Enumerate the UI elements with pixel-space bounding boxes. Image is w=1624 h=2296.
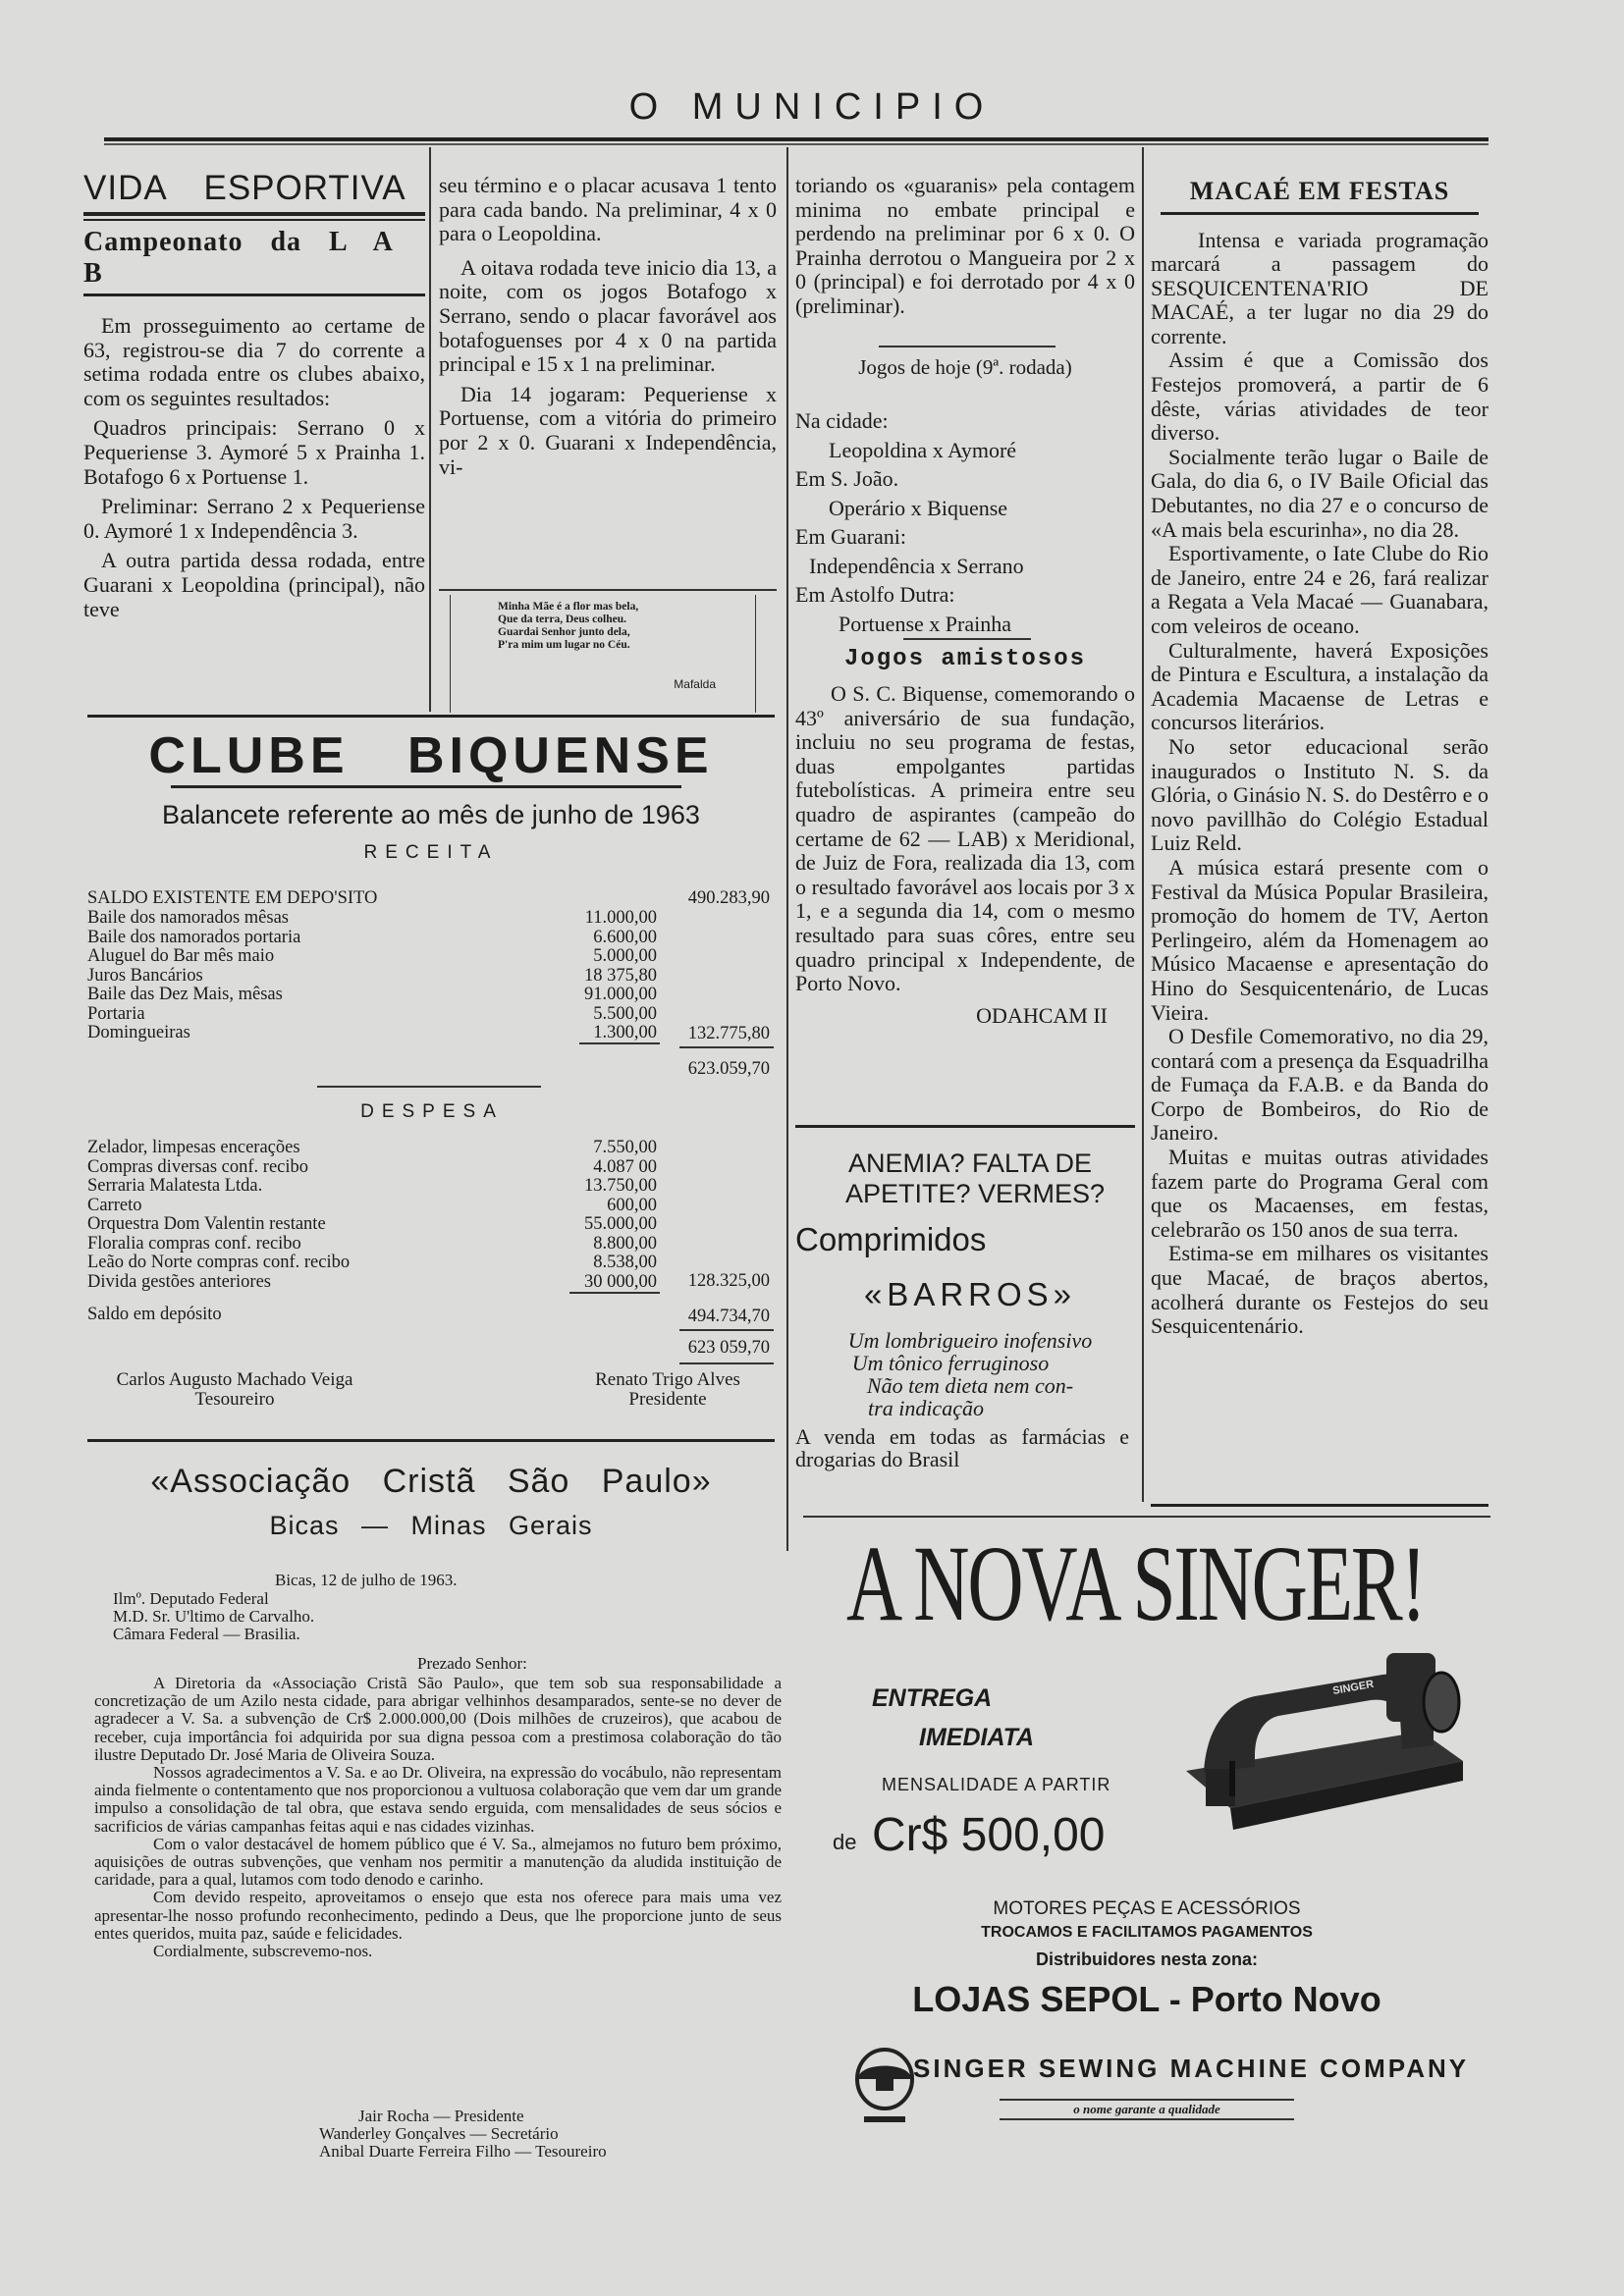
table-cell: 11.000,00 xyxy=(584,908,657,928)
paragraph: Muitas e muitas outras atividades fazem parte do Programa Geral com que os Macaenses, em festas, celebrarão os 150 anos de sua terra. xyxy=(1151,1145,1489,1242)
paragraph: A Diretoria da «Associação Cristã São Paulo», que tem sob sua responsabilidade a concretização de um Azilo nesta cidade, para abrigar velhinhos desamparados, sente-se no dever de agradecer a V. Sa. a subvenção de Cr$ 2.000.000,00 (Dois milhões de cruzeiros), que acabou de receber, cuja importância foi adquirida por sua digna pessoa com a prestimosa colaboração do tão ilustre Deputado Dr. José Maria de Oliveira Souza. xyxy=(94,1674,782,1764)
jogos-list xyxy=(795,406,1135,638)
ad-line: tra indicação xyxy=(868,1396,984,1420)
paragraph: seu término e o placar acusava 1 tento para cada bando. Na preliminar, 4 x 0 para o Leopoldina. xyxy=(439,173,777,246)
masthead: O MUNICIPIO xyxy=(628,86,996,128)
section-title: MACAÉ EM FESTAS xyxy=(1189,177,1450,205)
paragraph: Cordialmente, subscrevemo-nos. xyxy=(153,1942,373,1961)
ad-company: SINGER SEWING MACHINE COMPANY xyxy=(913,2054,1470,2083)
receita-table xyxy=(87,889,775,909)
column-divider xyxy=(786,147,788,1551)
table-cell: 5.500,00 xyxy=(593,1003,657,1024)
table-cell: 6.600,00 xyxy=(593,927,657,947)
table-cell: Baile dos namorados portaria xyxy=(87,927,301,947)
table-cell: Floralia compras conf. recibo xyxy=(87,1233,301,1254)
paragraph: Culturalmente, haverá Exposições de Pintura e Escultura, a instalação da Academia Macaense de Letras e concursos literários. xyxy=(1151,637,1489,735)
table-cell: 8.538,00 xyxy=(593,1253,657,1272)
section-subtitle: Campeonato da L A B xyxy=(83,227,393,289)
sports-continued xyxy=(439,174,777,479)
table-cell: Serraria Malatesta Ltda. xyxy=(87,1176,263,1196)
ad-line: IMEDIATA xyxy=(919,1724,1035,1751)
ad-product: Comprimidos xyxy=(795,1221,987,1257)
ad-line: Não tem dieta nem con- xyxy=(866,1373,1074,1398)
section-title: «Associação Cristã São Paulo» xyxy=(150,1463,712,1500)
ad-title: A NOVA SINGER! xyxy=(846,1523,1425,1643)
paragraph: O S. C. Biquense, comemorando o 43º aniversário de sua fundação, incluiu no seu programa de festas, duas empolgantes partidas futebolísticas. A primeira entre seu quadro de aspirantes (campeão do certame de 62 — LAB) x Meridional, de Juiz de Fora, realizada dia 13, com o resultado favorável aos locais por 3 x 1, e a segunda dia 14, com o mesmo resultado para suas côres, entre seu quadro principal x Independente, de Porto Novo. xyxy=(795,681,1135,996)
table-cell: 30 000,00 xyxy=(584,1271,657,1292)
paragraph: Preliminar: Serrano 2 x Pequeriense 0. Aymoré 1 x Independência 3. xyxy=(83,494,425,543)
address-line: M.D. Sr. U'ltimo de Carvalho. xyxy=(113,1607,315,1627)
address-line: Câmara Federal — Brasilia. xyxy=(113,1625,300,1644)
table-cell: 18 375,80 xyxy=(584,965,657,986)
ad-line: Um tônico ferruginoso xyxy=(851,1351,1050,1375)
poem-line: Que da terra, Deus colheu. xyxy=(498,614,626,625)
paragraph: Com devido respeito, aproveitamos o ensejo que esta nos oferece para mais uma vez apresentar-lhe nosso profundo reconhecimento, pedindo a Deus, que lhe proporcione junto de seus entes queridos, muita paz, saúde e felicidades. xyxy=(94,1888,782,1943)
saldo-label: Saldo em depósito xyxy=(87,1305,222,1324)
paragraph: Estima-se em milhares os visitantes que Macaé, de braços abertos, acolherá durante os Festejos do seu Sesquicentenário. xyxy=(1151,1241,1489,1339)
jogos-hoje-title: Jogos de hoje (9ª. rodada) xyxy=(858,355,1072,379)
paragraph: Intensa e variada programação marcará a passagem do SESQUICENTENA'RIO DE MACAÉ, a ter lugar no dia 29 do corrente. xyxy=(1151,227,1489,348)
ad-footer: A venda em todas as farmácias e drogarias do Brasil xyxy=(795,1424,1129,1471)
despesa-list xyxy=(87,1139,657,1292)
poem-line: Minha Mãe é a flor mas bela, xyxy=(498,601,639,613)
macae-em-festas xyxy=(1151,177,1489,1339)
singer-ad xyxy=(803,1516,1490,2146)
clube-biquense xyxy=(87,726,775,864)
paragraph: toriando os «guaranis» pela contagem minima no embate principal e perdendo na preliminar por 6 x 0. O Prainha derrotou o Mangueira por 2 x 0 (principal) e foi derrotado por 4 x 0 (preliminar). xyxy=(795,173,1135,318)
ad-headline: APETITE? VERMES? xyxy=(844,1179,1106,1208)
poem-line: Guardai Senhor junto dela, xyxy=(498,626,630,638)
signer: Jair Rocha — Presidente xyxy=(358,2107,524,2125)
associacao-letter xyxy=(87,1463,775,1541)
ad-line: ENTREGA xyxy=(872,1684,993,1712)
receita-list xyxy=(87,909,657,1043)
table-cell: 91.000,00 xyxy=(584,985,657,1004)
letter-date: Bicas, 12 de julho de 1963. xyxy=(275,1571,458,1589)
table-cell: 4.087 00 xyxy=(593,1156,657,1177)
poem-author: Mafalda xyxy=(674,677,716,691)
receita-total: 623.059,70 xyxy=(687,1059,770,1079)
signature xyxy=(569,1370,766,1410)
table-cell: 5.000,00 xyxy=(593,946,657,966)
address-line: Ilmº. Deputado Federal xyxy=(113,1589,269,1608)
ad-brand: «BARROS» xyxy=(863,1276,1077,1312)
letter-address xyxy=(113,1590,314,1644)
table-cell: Domingueiras xyxy=(87,1023,190,1042)
singer-logo xyxy=(852,2048,917,2146)
ad-dealer: LOJAS SEPOL - Porto Novo xyxy=(912,1979,1381,2019)
table-cell: 7.550,00 xyxy=(593,1138,657,1157)
list-item: Operário x Biquense xyxy=(829,495,1008,520)
saldo-value: 494.734,70 xyxy=(687,1307,770,1326)
signer-name: Renato Trigo Alves xyxy=(595,1369,740,1390)
ad-slogan: o nome garante a qualidade xyxy=(1000,2099,1294,2120)
list-item: Portuense x Prainha xyxy=(839,611,1011,636)
masthead-rule xyxy=(104,137,1489,141)
table-cell: 490.283,90 xyxy=(687,888,770,908)
signer: Anibal Duarte Ferreira Filho — Tesoureiro xyxy=(319,2142,607,2162)
paragraph: Quadros principais: Serrano 0 x Pequeriense 3. Aymoré 5 x Prainha 1. Botafogo 6 x Portuense 1. xyxy=(83,415,425,489)
column-divider xyxy=(429,147,431,712)
list-item: Em Guarani: xyxy=(795,524,907,549)
table-cell: Leão do Norte compras conf. recibo xyxy=(87,1253,351,1272)
list-item: Em Astolfo Dutra: xyxy=(795,582,955,607)
ad-headline: ANEMIA? FALTA DE xyxy=(847,1148,1093,1178)
table-cell: Compras diversas conf. recibo xyxy=(87,1156,309,1177)
paragraph: No setor educacional serão inaugurados o Instituto N. S. da Glória, o Ginásio N. S. do Destêrro e o novo pavillhão do Colégio Estadual Luiz Reld. xyxy=(1151,733,1489,856)
ad-line: TROCAMOS E FACILITAMOS PAGAMENTOS xyxy=(981,1924,1313,1941)
despesa-subtotal: 128.325,00 xyxy=(687,1271,770,1291)
section-title: VIDA ESPORTIVA xyxy=(83,169,406,207)
paragraph: A outra partida dessa rodada, entre Guarani x Leopoldina (principal), não teve xyxy=(83,548,425,621)
letter-salutation: Prezado Senhor: xyxy=(417,1654,527,1673)
ad-line: Um lombrigueiro inofensivo xyxy=(847,1328,1093,1353)
letter-signers xyxy=(319,2108,607,2162)
table-cell: 13.750,00 xyxy=(584,1176,657,1196)
letter-body xyxy=(94,1675,782,1960)
paragraph: O Desfile Comemorativo, no dia 29, contará com a presença da Esquadrilha de Fumaça da F.A.B. e da Banda do Corpo de Bombeiros, do Rio de Janeiro. xyxy=(1151,1024,1489,1146)
list-item: Em S. João. xyxy=(795,466,899,491)
paragraph: Em prosseguimento ao certame de 63, registrou-se dia 7 do corrente a setima rodada entre os clubes abaixo, com os seguintes resultados: xyxy=(83,313,425,410)
ad-line: Distribuidores nesta zona: xyxy=(1035,1949,1259,1969)
table-cell: 8.800,00 xyxy=(593,1233,657,1254)
barros-ad xyxy=(795,1148,1145,1470)
list-item: Independência x Serrano xyxy=(809,553,1024,578)
ad-line: MOTORES PEÇAS E ACESSÓRIOS xyxy=(993,1898,1301,1919)
table-cell: Juros Bancários xyxy=(87,965,203,986)
receita-subtotal: 132.775,80 xyxy=(687,1024,770,1043)
signer: Wanderley Gonçalves — Secretário xyxy=(319,2124,559,2144)
balancete-title: Balancete referente ao mês de junho de 1963 xyxy=(162,800,700,829)
receita-heading: RECEITA xyxy=(363,842,499,863)
section-title: CLUBE BIQUENSE xyxy=(148,727,714,784)
table-cell: Orquestra Dom Valentin restante xyxy=(87,1214,326,1234)
paragraph: Esportivamente, o Iate Clube do Rio de Janeiro, entre 24 e 26, fará realizar a Regata a Vela Macaé — Guanabara, com veleiros de oceano. xyxy=(1151,541,1489,638)
paragraph: Dia 14 jogaram: Pequeriense x Portuense, com a vitória do primeiro por 2 x 0. Guarani x Independência, vi- xyxy=(439,381,777,479)
sports-column-3 xyxy=(795,174,1135,319)
ad-line: MENSALIDADE A PARTIR xyxy=(882,1775,1111,1794)
paragraph: Assim é que a Comissão dos Festejos promoverá, a partir de 6 dêste, várias atividades de teor diverso. xyxy=(1151,347,1489,446)
table-cell: Baile dos namorados mêsas xyxy=(87,908,289,928)
signer-name: Carlos Augusto Machado Veiga xyxy=(116,1369,353,1390)
ad-price: Cr$ 500,00 xyxy=(872,1809,1106,1861)
poem-box xyxy=(450,595,756,713)
masthead-rule-thin xyxy=(104,143,1489,145)
amistosos-text xyxy=(795,682,1135,1028)
vida-esportiva xyxy=(83,169,425,621)
table-cell: Portaria xyxy=(87,1003,145,1024)
machine-label: SINGER xyxy=(1331,1678,1376,1697)
table-cell: Divida gestões anteriores xyxy=(87,1271,271,1292)
paragraph: A música estará presente com o Festival da Música Popular Brasileira, promoção do homem de TV, Aerton Perlingeiro, além da Homenagem ao Músico Macaense e apresentação do Hino do Sesquicentenário, de Lucas Vieira. xyxy=(1151,854,1489,1025)
signature xyxy=(87,1370,382,1410)
signer-role: Tesoureiro xyxy=(194,1389,275,1410)
table-cell: 1.300,00 xyxy=(593,1023,657,1042)
section-subtitle: Bicas — Minas Gerais xyxy=(269,1511,593,1540)
author: ODAHCAM II xyxy=(976,1002,1108,1028)
list-item: Leopoldina x Aymoré xyxy=(829,437,1017,462)
paragraph: A oitava rodada teve inicio dia 13, a noite, com os jogos Botafogo x Serrano, sendo o placar favorável aos botafoguenses por 4 x 0 na partida principal e 15 x 1 na preliminar. xyxy=(439,254,777,377)
list-item: Na cidade: xyxy=(795,408,889,433)
table-cell: Aluguel do Bar mês maio xyxy=(87,946,275,966)
table-cell: Carreto xyxy=(87,1195,142,1215)
sewing-machine-icon xyxy=(1176,1624,1471,1842)
table-cell: Baile das Dez Mais, mêsas xyxy=(87,985,283,1004)
ad-line: de xyxy=(833,1830,857,1854)
poem-line: P'ra mim um lugar no Céu. xyxy=(498,639,630,651)
paragraph: Socialmente terão lugar o Baile de Gala, do dia 6, o IV Baile Oficial das Debutantes, no dia 27 e o concurso de «A mais bela escurinha», no dia 28. xyxy=(1151,444,1489,542)
amistosos-title: Jogos amistosos xyxy=(843,646,1087,672)
despesa-heading: DESPESA xyxy=(360,1101,504,1122)
table-cell: 55.000,00 xyxy=(584,1214,657,1234)
paragraph: Com o valor destacável de homem público que é V. Sa., almejamos no futuro bem próximo, aquisições de outras subvenções, que venham nos permitir a manutenção da aludida instituição de caridade, para a qual, lutamos com todo denodo e carinho. xyxy=(94,1834,782,1890)
despesa-total: 623 059,70 xyxy=(687,1338,770,1358)
paragraph: Nossos agradecimentos a V. Sa. e ao Dr. Oliveira, na expressão do vocábulo, não representam ainda fielmente o contentamento que nos proporcionou a vultuosa colaboração que vem dar um grande impulso a consolidação de tal obra, que estava sendo erguida, com mensalidades de seus sócios e sacrificios de várias campanhas feitas aqui e nas cidades vizinhas. xyxy=(94,1763,782,1836)
table-cell: Zelador, limpesas encerações xyxy=(87,1138,300,1157)
signer-role: Presidente xyxy=(628,1389,707,1410)
table-cell: 600,00 xyxy=(607,1195,657,1215)
table-cell: SALDO EXISTENTE EM DEPO'SITO xyxy=(87,888,378,908)
